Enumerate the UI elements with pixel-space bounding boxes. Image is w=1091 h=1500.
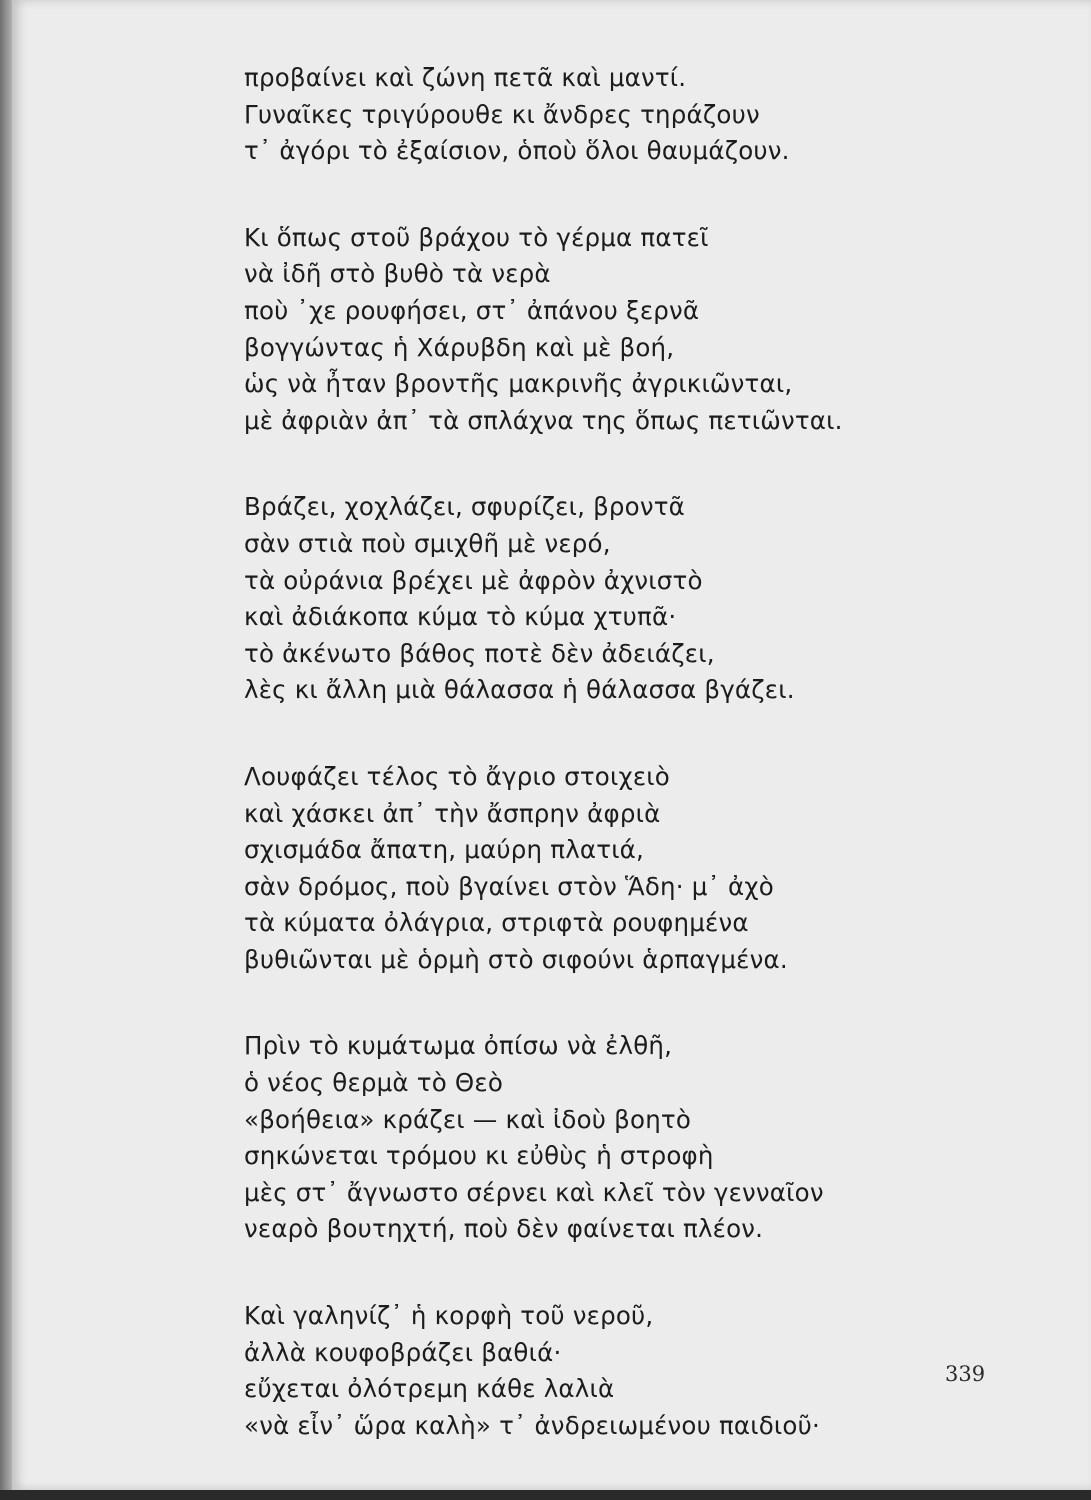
- verse-line: βυθιῶνται μὲ ὁρμὴ στὸ σιφούνι ἁρπαγμένα.: [244, 944, 788, 974]
- verse-line: τὰ οὐράνια βρέχει μὲ ἀφρὸν ἀχνιστὸ: [244, 565, 703, 595]
- stanza: [244, 1028, 944, 1248]
- verse-line: σὰν στιὰ ποὺ σμιχθῆ μὲ νερό,: [244, 528, 611, 558]
- page-number: 339: [945, 1362, 986, 1386]
- verse-line: μὲς στ᾽ ἄγνωστο σέρνει καὶ κλεῖ τὸν γενναῖον: [244, 1177, 824, 1207]
- verse-line: τ᾽ ἀγόρι τὸ ἐξαίσιον, ὁποὺ ὅλοι θαυμάζουν.: [244, 136, 790, 166]
- verse-line: νεαρὸ βουτηχτή, ποὺ δὲν φαίνεται πλέον.: [244, 1214, 764, 1244]
- verse-line: Λουφάζει τέλος τὸ ἄγριο στοιχειὸ: [244, 761, 670, 791]
- verse-line: μὲ ἀφριὰν ἀπ᾽ τὰ σπλάχνα της ὅπως πετιῶνται.: [244, 405, 843, 435]
- verse-line: ποὺ ᾽χε ρουφήσει, στ᾽ ἀπάνου ξερνᾶ: [244, 295, 700, 325]
- verse-line: Πρὶν τὸ κυμάτωμα ὀπίσω νὰ ἐλθῆ,: [244, 1031, 673, 1061]
- verse-line: λὲς κι ἄλλη μιὰ θάλασσα ἡ θάλασσα βγάζει.: [244, 675, 795, 705]
- verse-line: Γυναῖκες τριγύρουθε κι ἄνδρες τηράζουν: [244, 99, 760, 129]
- verse-line: σὰν δρόμος, ποὺ βγαίνει στὸν Ἅδη· μ᾽ ἀχὸ: [244, 871, 774, 901]
- verse-line: ἀλλὰ κουφοβράζει βαθιά·: [244, 1337, 562, 1367]
- stanza: [244, 220, 944, 440]
- stanza: [244, 759, 944, 979]
- verse-line: Καὶ γαληνίζ᾽ ἡ κορφὴ τοῦ νεροῦ,: [244, 1301, 654, 1331]
- verse-line: «νὰ εἶν᾽ ὥρα καλὴ» τ᾽ ἀνδρειωμένου παιδιοῦ·: [244, 1410, 820, 1440]
- stanza: [244, 1298, 944, 1444]
- verse-line: ὁ νέος θερμὰ τὸ Θεὸ: [244, 1068, 504, 1098]
- verse-line: καὶ ἀδιάκοπα κύμα τὸ κύμα χτυπᾶ·: [244, 602, 677, 632]
- page-bottom-edge: [0, 1490, 1091, 1500]
- verse-line: τὸ ἀκένωτο βάθος ποτὲ δὲν ἀδειάζει,: [244, 638, 715, 668]
- poem-text: [244, 60, 944, 1494]
- verse-line: σχισμάδα ἄπατη, μαύρη πλατιά,: [244, 835, 645, 865]
- stanza: [244, 60, 944, 170]
- verse-line: «βοήθεια» κράζει — καὶ ἰδοὺ βοητὸ: [244, 1104, 692, 1134]
- verse-line: σηκώνεται τρόμου κι εὐθὺς ἡ στροφὴ: [244, 1141, 714, 1171]
- verse-line: Κι ὅπως στοῦ βράχου τὸ γέρμα πατεῖ: [244, 222, 709, 252]
- verse-line: τὰ κύματα ὀλάγρια, στριφτὰ ρουφημένα: [244, 908, 749, 938]
- verse-line: εὔχεται ὀλότρεμη κάθε λαλιὰ: [244, 1374, 615, 1404]
- stanza: [244, 489, 944, 709]
- verse-line: βογγώντας ἡ Χάρυβδη καὶ μὲ βοή,: [244, 332, 675, 362]
- verse-line: προβαίνει καὶ ζώνη πετᾶ καὶ μαντί.: [244, 63, 687, 92]
- verse-line: καὶ χάσκει ἀπ᾽ τὴν ἄσπρην ἀφριὰ: [244, 798, 661, 828]
- book-page: [12, 0, 1091, 1490]
- verse-line: ὡς νὰ ἦταν βροντῆς μακρινῆς ἀγρικιῶνται,: [244, 369, 793, 399]
- verse-line: Βράζει, χοχλάζει, σφυρίζει, βροντᾶ: [244, 492, 686, 522]
- page-gutter-shadow: [0, 0, 12, 1500]
- verse-line: νὰ ἰδῆ στὸ βυθὸ τὰ νερὰ: [244, 259, 551, 289]
